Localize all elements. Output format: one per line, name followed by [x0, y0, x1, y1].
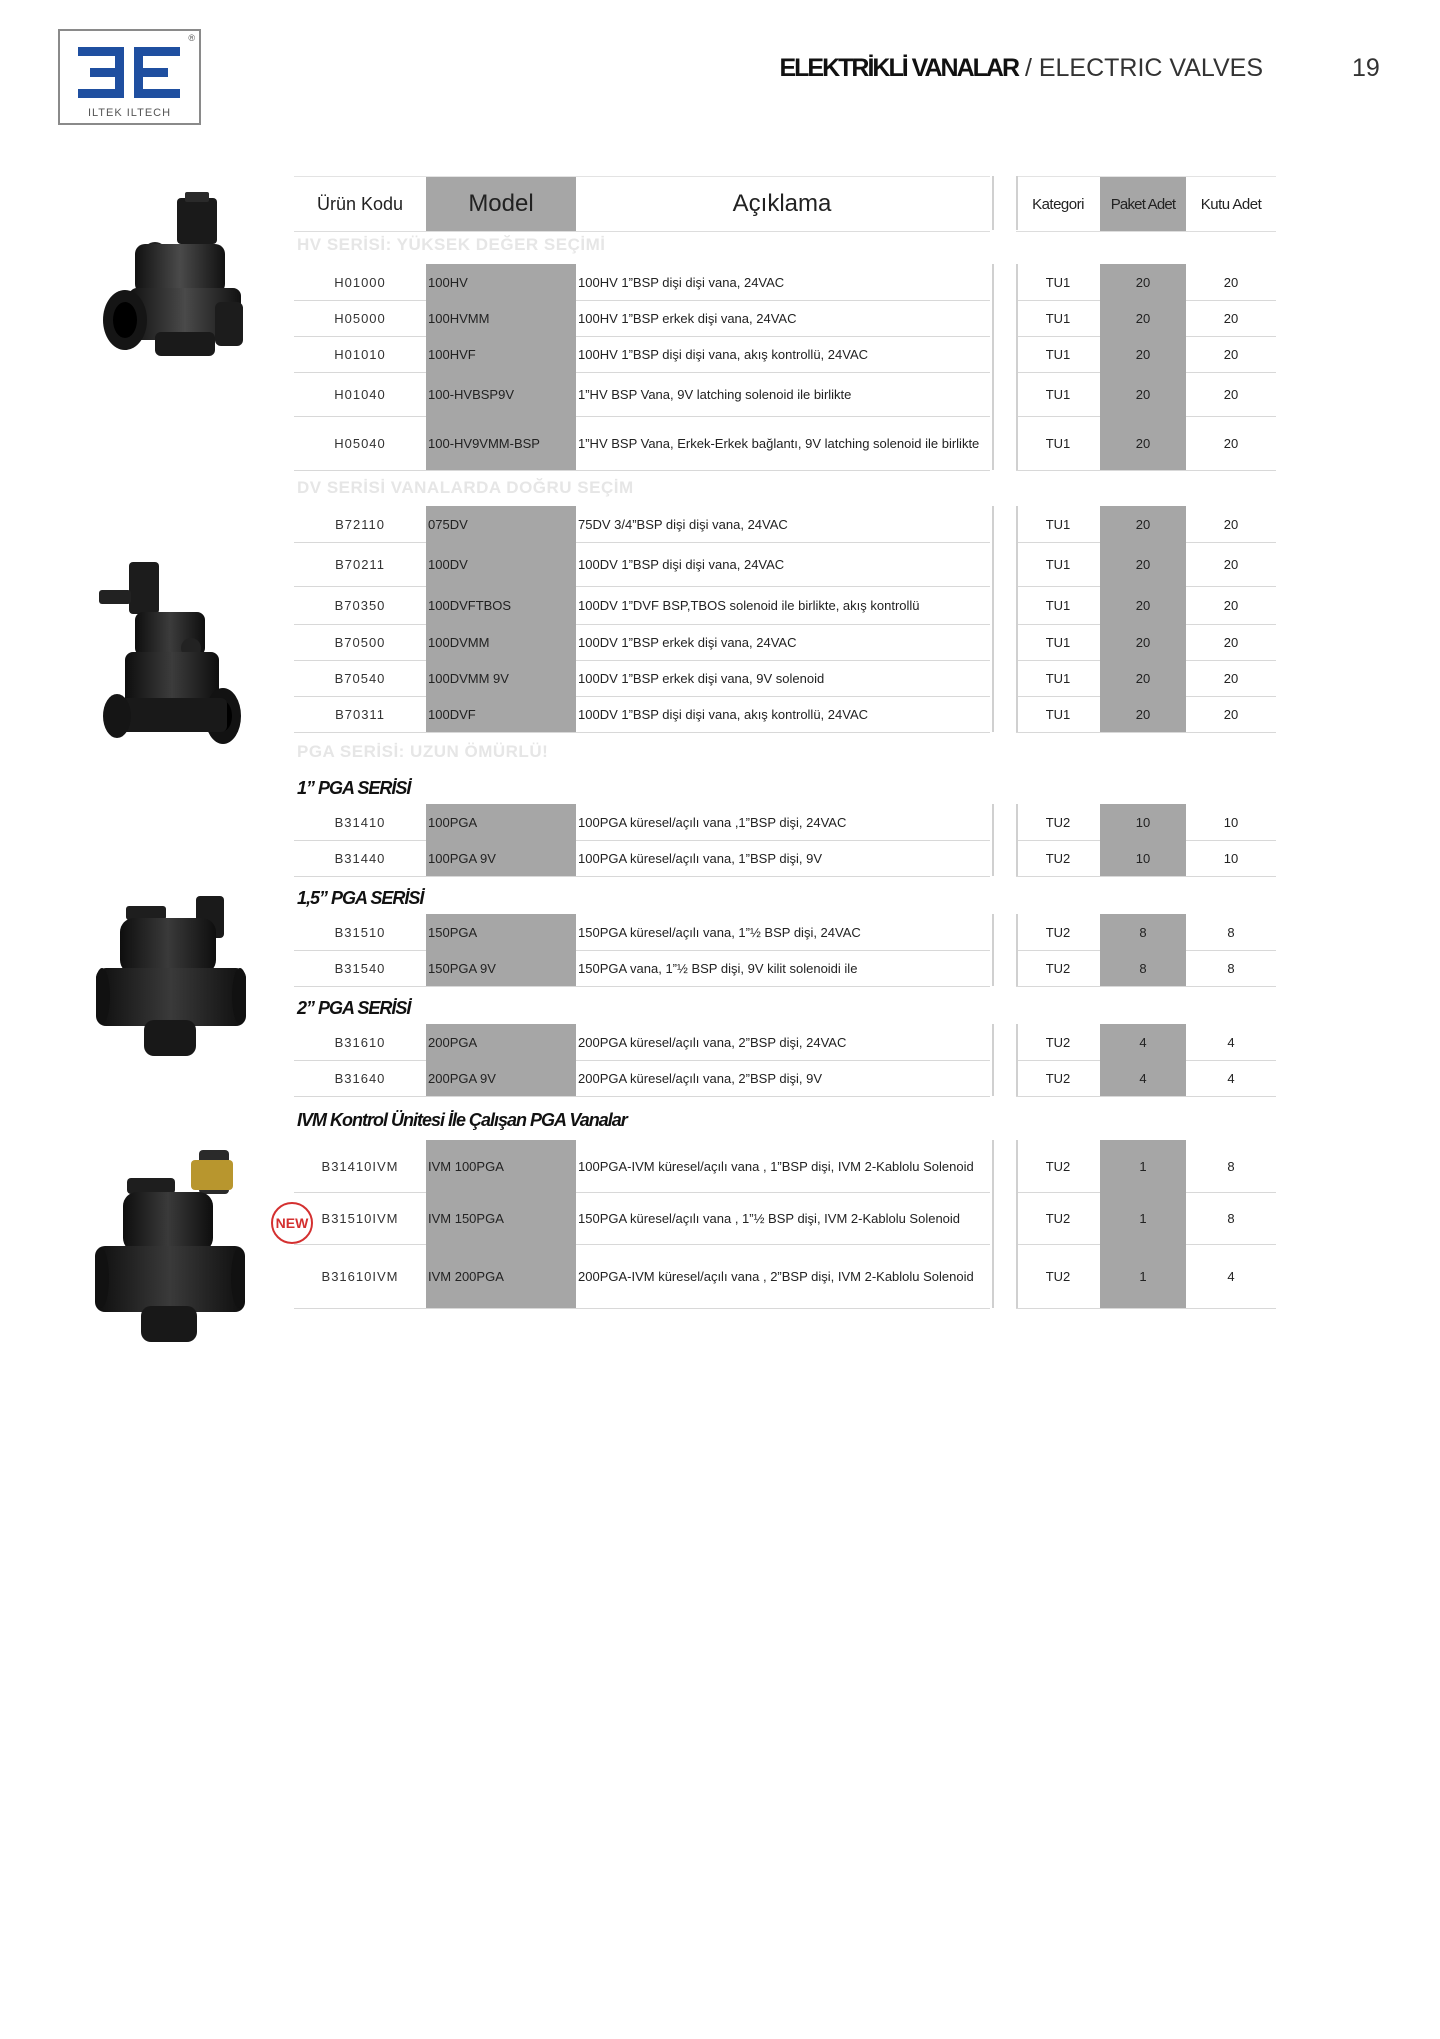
table-divider: [992, 1060, 994, 1096]
product-paket-adet: 10: [1100, 804, 1186, 840]
product-code: B31510: [334, 924, 386, 940]
product-kategori: TU2: [1045, 1210, 1071, 1226]
product-description: 75DV 3/4”BSP dişi dişi vana, 24VAC: [578, 516, 788, 532]
product-kutu-adet: 20: [1223, 346, 1239, 362]
product-description: 100HV 1”BSP dişi dişi vana, akış kontrollü, 24VAC: [578, 346, 868, 362]
product-kategori: TU1: [1045, 634, 1071, 650]
product-kategori: TU1: [1045, 516, 1071, 532]
product-kutu-adet: 10: [1223, 814, 1239, 830]
table-header: [294, 176, 990, 232]
table-row-right: [1016, 586, 1276, 625]
ivm-pga-valve-image: [95, 1150, 245, 1346]
table-row: [294, 1192, 990, 1245]
product-code: B70500: [334, 634, 386, 650]
product-code: B31440: [334, 850, 386, 866]
product-model: IVM 100PGA: [426, 1140, 576, 1192]
table-row-right: [1016, 264, 1276, 301]
product-paket-adet: 10: [1100, 840, 1186, 876]
table-divider: [1016, 1140, 1018, 1192]
product-description: 100PGA küresel/açılı vana, 1”BSP dişi, 9V: [578, 850, 823, 866]
table-row: [294, 506, 990, 543]
product-kategori: TU1: [1045, 556, 1071, 572]
table-divider: [1016, 660, 1018, 696]
product-paket-adet: 20: [1100, 506, 1186, 542]
product-model: 100HV: [426, 264, 576, 300]
product-model: 100HVMM: [426, 300, 576, 336]
product-kategori: TU1: [1045, 670, 1071, 686]
product-code: B31410: [334, 814, 386, 830]
subsection-title-pga2: 2” PGA SERİSİ: [297, 998, 411, 1018]
table-row-right: [1016, 1140, 1276, 1193]
product-kutu-adet: 8: [1227, 924, 1235, 940]
product-kutu-adet: 20: [1223, 516, 1239, 532]
table-row: [294, 336, 990, 373]
table-divider: [1016, 840, 1018, 876]
registered-mark: ®: [188, 33, 195, 43]
product-paket-adet: 1: [1100, 1244, 1186, 1308]
product-kutu-adet: 8: [1227, 1210, 1235, 1226]
hv-valve-image: [95, 192, 247, 380]
table-row: [294, 1140, 990, 1193]
product-kutu-adet: 20: [1223, 274, 1239, 290]
product-model: 100DV: [426, 542, 576, 586]
table-row-right: [1016, 840, 1276, 877]
product-kutu-adet: 20: [1223, 706, 1239, 722]
product-kategori: TU1: [1045, 706, 1071, 722]
product-description: 100HV 1”BSP erkek dişi vana, 24VAC: [578, 310, 797, 326]
product-kategori: TU1: [1045, 310, 1071, 326]
product-paket-adet: 20: [1100, 624, 1186, 660]
product-paket-adet: 20: [1100, 300, 1186, 336]
product-description: 1”HV BSP Vana, Erkek-Erkek bağlantı, 9V latching solenoid ile birlikte: [578, 435, 980, 451]
product-kategori: TU1: [1045, 346, 1071, 362]
product-model: 150PGA 9V: [426, 950, 576, 986]
table-header-right: [1016, 176, 1276, 232]
table-row-right: [1016, 416, 1276, 471]
table-row-right: [1016, 542, 1276, 587]
product-description: 1”HV BSP Vana, 9V latching solenoid ile birlikte: [578, 386, 852, 402]
table-divider: [992, 914, 994, 950]
table-divider: [992, 542, 994, 586]
page-title-rest: / ELECTRIC VALVES: [1018, 54, 1263, 82]
table-divider: [1016, 264, 1018, 300]
table-divider: [1016, 542, 1018, 586]
product-description: 200PGA küresel/açılı vana, 2”BSP dişi, 24VAC: [578, 1034, 847, 1050]
table-divider: [1016, 416, 1018, 470]
product-model: 100DVMM 9V: [426, 660, 576, 696]
product-code: B31510IVM: [321, 1210, 399, 1226]
subsection-title-ivm: IVM Kontrol Ünitesi İle Çalışan PGA Vanalar: [297, 1110, 627, 1130]
product-model: 100HVF: [426, 336, 576, 372]
table-divider: [1016, 1024, 1018, 1060]
table-row: [294, 264, 990, 301]
product-code: B70350: [334, 597, 386, 613]
product-kategori: TU1: [1045, 597, 1071, 613]
product-description: 100DV 1”BSP dişi dişi vana, akış kontrollü, 24VAC: [578, 706, 868, 722]
table-row-right: [1016, 336, 1276, 373]
table-row-right: [1016, 300, 1276, 337]
section-title-hv: HV SERİSİ: YÜKSEK DEĞER SEÇİMİ: [297, 235, 606, 254]
table-divider: [992, 624, 994, 660]
table-divider: [1016, 624, 1018, 660]
table-row: [294, 586, 990, 625]
table-divider: [1016, 336, 1018, 372]
product-model: 075DV: [426, 506, 576, 542]
page-number: 19: [1352, 54, 1380, 82]
table-divider: [1016, 696, 1018, 732]
table-row-right: [1016, 1060, 1276, 1097]
product-kategori: TU2: [1045, 1158, 1071, 1174]
table-row: [294, 696, 990, 733]
table-row: [294, 660, 990, 697]
table-divider: [1016, 300, 1018, 336]
column-header-kutu: Kutu Adet: [1200, 195, 1262, 213]
column-header-description: Açıklama: [732, 190, 832, 217]
table-row: [294, 914, 990, 951]
product-paket-adet: 20: [1100, 416, 1186, 470]
table-divider: [992, 1140, 994, 1192]
table-divider: [1016, 1244, 1018, 1308]
table-row-right: [1016, 1244, 1276, 1309]
product-code: H01000: [334, 274, 386, 290]
product-kategori: TU2: [1045, 1070, 1071, 1086]
table-row-right: [1016, 506, 1276, 543]
product-paket-adet: 20: [1100, 660, 1186, 696]
product-code: H05000: [334, 310, 386, 326]
product-kutu-adet: 4: [1227, 1070, 1235, 1086]
iltek-logo-icon: [76, 43, 184, 103]
table-divider: [992, 176, 994, 230]
table-divider: [992, 300, 994, 336]
table-divider: [1016, 1060, 1018, 1096]
column-header-paket: Paket Adet: [1100, 177, 1186, 231]
table-divider: [1016, 950, 1018, 986]
table-divider: [992, 264, 994, 300]
product-kutu-adet: 20: [1223, 556, 1239, 572]
product-paket-adet: 1: [1100, 1140, 1186, 1192]
product-kategori: TU1: [1045, 435, 1071, 451]
product-kutu-adet: 20: [1223, 310, 1239, 326]
table-row: [294, 950, 990, 987]
product-description: 100DV 1”BSP erkek dişi vana, 24VAC: [578, 634, 797, 650]
product-paket-adet: 8: [1100, 950, 1186, 986]
product-paket-adet: 4: [1100, 1060, 1186, 1096]
table-divider: [1016, 176, 1018, 230]
new-badge: NEW: [271, 1202, 313, 1244]
product-model: IVM 150PGA: [426, 1192, 576, 1244]
product-kutu-adet: 20: [1223, 634, 1239, 650]
table-divider: [992, 336, 994, 372]
product-paket-adet: 20: [1100, 696, 1186, 732]
table-divider: [1016, 1192, 1018, 1244]
table-row: [294, 804, 990, 841]
product-description: 100DV 1”BSP dişi dişi vana, 24VAC: [578, 556, 785, 572]
product-description: 100HV 1”BSP dişi dişi vana, 24VAC: [578, 274, 785, 290]
table-divider: [1016, 372, 1018, 416]
product-model: 100-HV9VMM-BSP: [426, 416, 576, 470]
product-kategori: TU2: [1045, 924, 1071, 940]
product-description: 150PGA küresel/açılı vana, 1”½ BSP dişi, 24VAC: [578, 924, 861, 940]
table-row-right: [1016, 696, 1276, 733]
table-row: [294, 300, 990, 337]
product-code: B31610IVM: [321, 1268, 399, 1284]
product-model: 100DVF: [426, 696, 576, 732]
subsection-title-pga15: 1,5” PGA SERİSİ: [297, 888, 424, 908]
table-divider: [992, 950, 994, 986]
product-kategori: TU2: [1045, 1268, 1071, 1284]
table-divider: [992, 416, 994, 470]
product-kutu-adet: 20: [1223, 597, 1239, 613]
section-title-dv: DV SERİSİ VANALARDA DOĞRU SEÇİM: [297, 478, 634, 497]
table-divider: [992, 804, 994, 840]
table-divider: [992, 506, 994, 542]
product-code: B31540: [334, 960, 386, 976]
table-divider: [992, 1024, 994, 1060]
page-title-bold: ELEKTRİKLİ VANALAR: [779, 54, 1019, 82]
table-row-right: [1016, 372, 1276, 417]
product-model: 100PGA: [426, 804, 576, 840]
column-header-code: Ürün Kodu: [316, 193, 404, 214]
table-row-right: [1016, 1024, 1276, 1061]
product-paket-adet: 20: [1100, 586, 1186, 624]
product-description: 100DV 1”DVF BSP,TBOS solenoid ile birlikte, akış kontrollü: [578, 597, 920, 613]
product-code: B31610: [334, 1034, 386, 1050]
product-paket-adet: 8: [1100, 914, 1186, 950]
page-title: [779, 54, 1263, 83]
product-description: 100DV 1”BSP erkek dişi vana, 9V solenoid: [578, 670, 825, 686]
product-model: 100DVMM: [426, 624, 576, 660]
table-row-right: [1016, 950, 1276, 987]
table-row: [294, 1060, 990, 1097]
table-row-right: [1016, 660, 1276, 697]
product-kutu-adet: 4: [1227, 1034, 1235, 1050]
table-divider: [992, 1192, 994, 1244]
product-table-right: [1016, 176, 1276, 1284]
product-code: B31410IVM: [321, 1158, 399, 1174]
table-row-right: [1016, 804, 1276, 841]
product-kutu-adet: 8: [1227, 1158, 1235, 1174]
product-kutu-adet: 20: [1223, 386, 1239, 402]
table-divider: [992, 660, 994, 696]
product-description: 150PGA küresel/açılı vana , 1”½ BSP dişi, IVM 2-Kablolu Solenoid: [578, 1210, 961, 1226]
product-code: H05040: [334, 435, 386, 451]
product-kategori: TU1: [1045, 386, 1071, 402]
product-model: 100PGA 9V: [426, 840, 576, 876]
product-kategori: TU2: [1045, 850, 1071, 866]
product-paket-adet: 20: [1100, 264, 1186, 300]
product-kutu-adet: 8: [1227, 960, 1235, 976]
table-row: [294, 1024, 990, 1061]
product-paket-adet: 4: [1100, 1024, 1186, 1060]
table-divider: [1016, 586, 1018, 624]
product-model: 150PGA: [426, 914, 576, 950]
product-model: 100-HVBSP9V: [426, 372, 576, 416]
product-description: 200PGA küresel/açılı vana, 2”BSP dişi, 9V: [578, 1070, 823, 1086]
table-row: [294, 1244, 990, 1309]
product-code: B31640: [334, 1070, 386, 1086]
table-row: [294, 416, 990, 471]
product-code: B70311: [335, 706, 385, 722]
product-kategori: TU2: [1045, 814, 1071, 830]
table-divider: [1016, 914, 1018, 950]
table-divider: [992, 840, 994, 876]
product-paket-adet: 20: [1100, 372, 1186, 416]
section-title-pga: PGA SERİSİ: UZUN ÖMÜRLÜ!: [297, 742, 549, 761]
table-row-right: [1016, 914, 1276, 951]
product-paket-adet: 20: [1100, 542, 1186, 586]
table-divider: [1016, 804, 1018, 840]
table-row: [294, 624, 990, 661]
product-model: 100DVFTBOS: [426, 586, 576, 624]
pga-valve-image: [96, 896, 246, 1064]
column-header-kategori: Kategori: [1032, 195, 1084, 213]
table-divider: [992, 1244, 994, 1308]
product-paket-adet: 1: [1100, 1192, 1186, 1244]
product-code: H01010: [334, 346, 386, 362]
product-code: B70540: [334, 670, 386, 686]
product-kategori: TU1: [1045, 274, 1071, 290]
dv-valve-image: [95, 556, 245, 752]
column-header-model: Model: [426, 177, 576, 231]
product-description: 100PGA küresel/açılı vana ,1”BSP dişi, 24VAC: [578, 814, 847, 830]
table-row-right: [1016, 1192, 1276, 1245]
product-kategori: TU2: [1045, 1034, 1071, 1050]
product-kutu-adet: 20: [1223, 435, 1239, 451]
product-model: IVM 200PGA: [426, 1244, 576, 1308]
product-code: B70211: [335, 556, 385, 572]
table-row: [294, 840, 990, 877]
product-description: 100PGA-IVM küresel/açılı vana , 1”BSP dişi, IVM 2-Kablolu Solenoid: [578, 1158, 974, 1174]
table-row-right: [1016, 624, 1276, 661]
subsection-title-pga1: 1” PGA SERİSİ: [297, 778, 411, 798]
company-logo: [58, 29, 201, 125]
table-divider: [992, 372, 994, 416]
logo-brand-text: ILTEK ILTECH: [87, 107, 172, 119]
product-model: 200PGA 9V: [426, 1060, 576, 1096]
product-description: 200PGA-IVM küresel/açılı vana , 2”BSP dişi, IVM 2-Kablolu Solenoid: [578, 1268, 974, 1284]
product-description: 150PGA vana, 1”½ BSP dişi, 9V kilit solenoidi ile: [578, 960, 858, 976]
product-code: H01040: [334, 386, 386, 402]
product-kategori: TU2: [1045, 960, 1071, 976]
table-divider: [992, 586, 994, 624]
product-paket-adet: 20: [1100, 336, 1186, 372]
product-kutu-adet: 4: [1227, 1268, 1235, 1284]
product-kutu-adet: 10: [1223, 850, 1239, 866]
table-divider: [1016, 506, 1018, 542]
table-row: [294, 542, 990, 587]
table-row: [294, 372, 990, 417]
product-code: B72110: [335, 516, 385, 532]
table-divider: [992, 696, 994, 732]
product-model: 200PGA: [426, 1024, 576, 1060]
product-kutu-adet: 20: [1223, 670, 1239, 686]
